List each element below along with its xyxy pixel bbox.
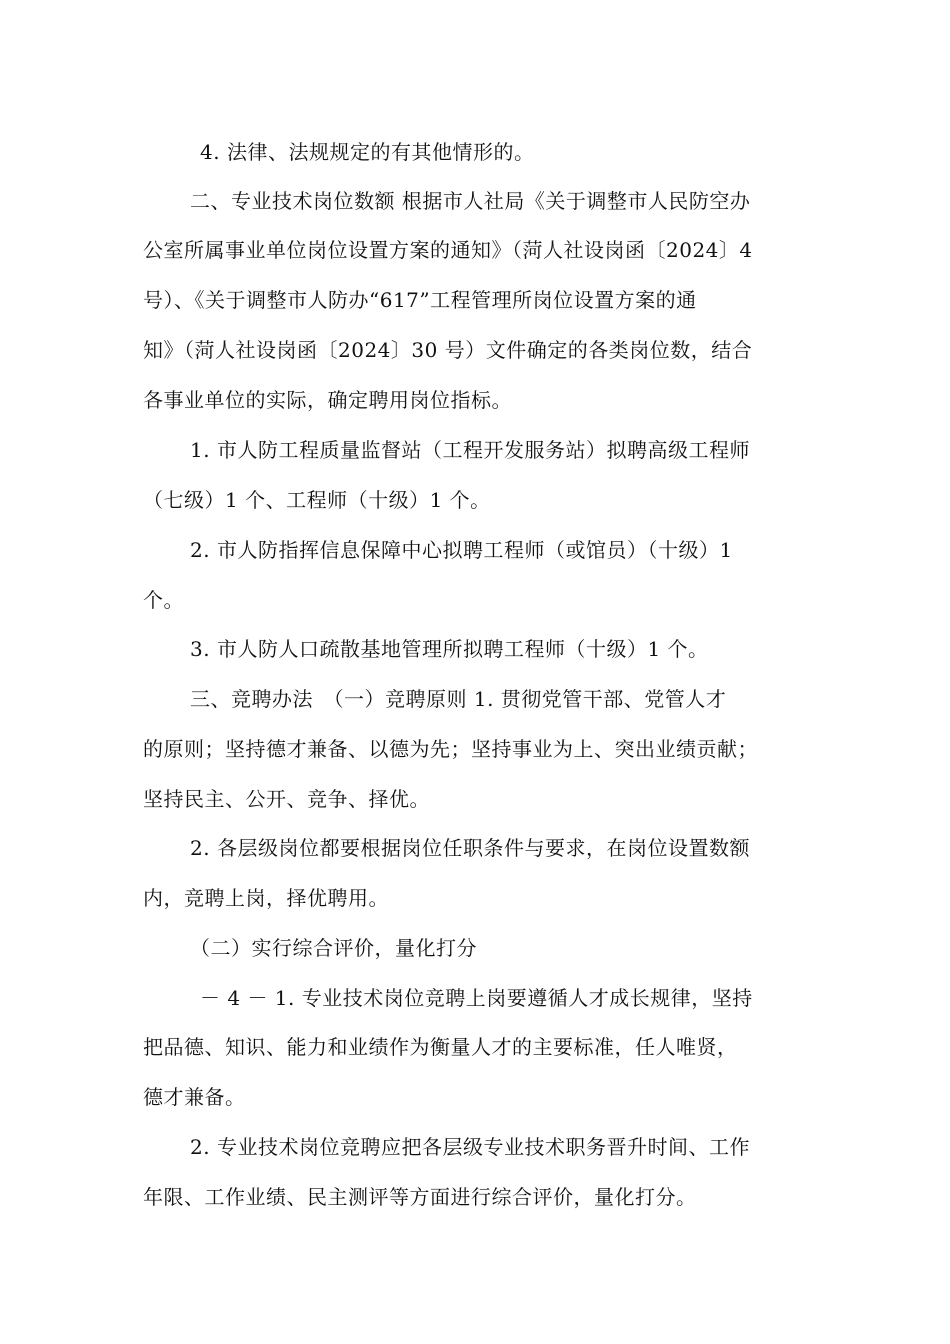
text-line: 坚持民主、公开、竞争、择优。: [143, 787, 430, 811]
text-line: 4. 法律、法规规定的有其他情形的。: [200, 140, 535, 164]
text-line: 各事业单位的实际，确定聘用岗位指标。: [143, 388, 512, 412]
text-line: 内，竞聘上岗，择优聘用。: [143, 886, 389, 910]
text-line: 个。: [143, 588, 184, 612]
text-line: 把品德、知识、能力和业绩作为衡量人才的主要标准，任人唯贤，: [143, 1035, 738, 1059]
text-line: 2. 专业技术岗位竞聘应把各层级专业技术职务晋升时间、工作: [190, 1135, 750, 1159]
text-line: 二、专业技术岗位数额 根据市人社局《关于调整市人民防空办: [190, 189, 751, 213]
text-line: 2. 各层级岗位都要根据岗位任职条件与要求，在岗位设置数额: [190, 836, 750, 860]
text-line: 公室所属事业单位岗位设置方案的通知》（菏人社设岗函〔2024〕4: [143, 238, 753, 262]
text-line: 德才兼备。: [143, 1085, 246, 1109]
text-line: （二）实行综合评价，量化打分: [190, 936, 477, 960]
text-line: 2. 市人防指挥信息保障中心拟聘工程师（或馆员）（十级）1: [190, 538, 733, 562]
text-line: 知》（菏人社设岗函〔2024〕30 号）文件确定的各类岗位数，结合: [143, 338, 753, 362]
text-line: 1. 市人防工程质量监督站（工程开发服务站）拟聘高级工程师: [190, 438, 750, 462]
text-line: （七级）1 个、工程师（十级）1 个。: [143, 488, 491, 512]
text-line: 的原则；坚持德才兼备、以德为先；坚持事业为上、突出业绩贡献；: [143, 737, 758, 761]
text-line: 年限、工作业绩、民主测评等方面进行综合评价，量化打分。: [143, 1185, 697, 1209]
text-line: － 4 － 1. 专业技术岗位竞聘上岗要遵循人才成长规律，坚持: [200, 986, 753, 1010]
text-line: 3. 市人防人口疏散基地管理所拟聘工程师（十级）1 个。: [190, 637, 709, 661]
text-line: 三、竞聘办法 （一）竞聘原则 1. 贯彻党管干部、党管人才: [190, 687, 727, 711]
text-line: 号）、《关于调整市人防办“617”工程管理所岗位设置方案的通: [143, 288, 697, 312]
